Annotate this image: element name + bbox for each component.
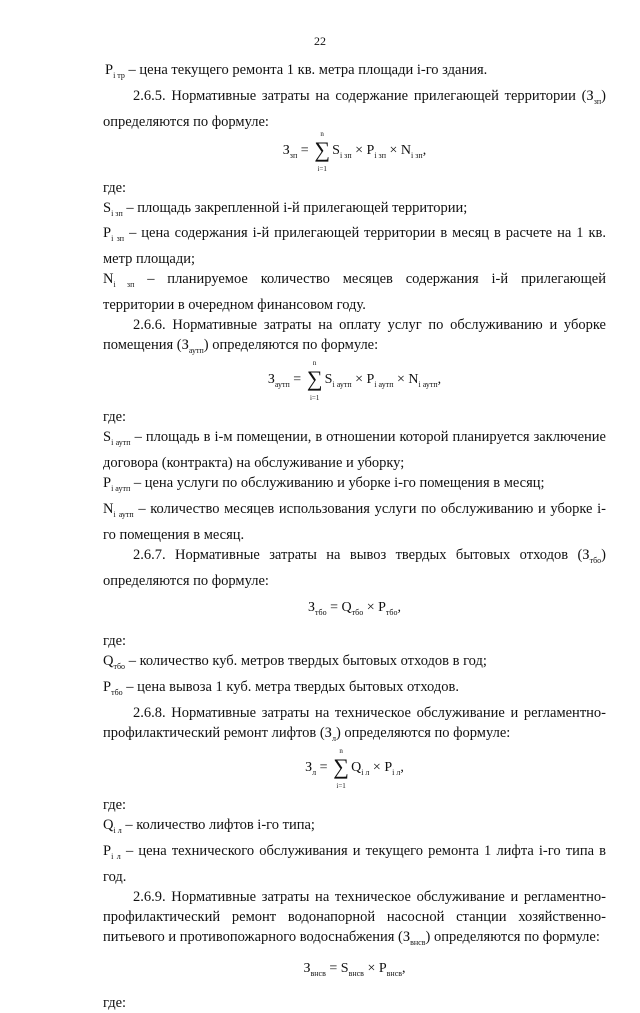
definition-p-iautp: $P_{i аутп}$ – цена услуги по обслуживанию и уборке i-го помещения в месяц; — [103, 474, 545, 493]
formula-2-6-7: $З_{тбо} = Q_{тбо} \times P_{тбо}$, — [308, 599, 401, 617]
page-number: 22 — [314, 34, 326, 48]
where-label: где: — [103, 995, 127, 1012]
definition-s-izp: $S_{i зп}$ – площадь закрепленной i-й прилегающей территории; — [103, 199, 468, 218]
formula-2-6-6: $З_{аутп}$ = n ∑ i=1 $S_{i аутп} \times P_{i аутп} \times N_{i аутп}$, — [267, 359, 442, 403]
section-2-6-5-intro: 2.6.5. Нормативные затраты на содержание прилегающей территории $(З_{зп})$ определяются по формуле: — [103, 87, 606, 130]
definition-p-izp: $P_{i зп}$ – цена содержания i-й прилегающей территории в месяц в расчете на 1 кв. метр площади; — [103, 225, 606, 268]
definition-p-tbo: $P_{тбо}$ – цена вывоза 1 куб. метра твердых бытовых отходов. — [103, 679, 459, 698]
sum-sign: n ∑ i=1 — [333, 746, 349, 790]
where-label: где: — [103, 633, 127, 650]
formula-2-6-9: $З_{внсв} = S_{внсв} \times P_{внсв}$, — [303, 961, 406, 979]
section-2-6-9-intro: 2.6.9. Нормативные затраты на техническое обслуживание и регламентно-профилактический ремонт водонапорной насосной станции хозяйственно-питьевого и противопожарного водоснабжения $(З_{внсв})$ определяются по формуле: — [103, 888, 606, 947]
definition-s-iautp: $S_{i аутп}$ – площадь в i-м помещении, в отношении которой планируется заключение договора (контракта) на обслуживание и уборку; — [103, 428, 606, 471]
formula-2-6-8: $З_л$ = n ∑ i=1 $Q_{i л} \times P_{i л}$, — [305, 746, 404, 790]
definition-q-tbo: $Q_{тбо}$ – количество куб. метров твердых бытовых отходов в год; — [103, 653, 487, 672]
section-2-6-6-intro: 2.6.6. Нормативные затраты на оплату услуг по обслуживанию и уборке помещения $(З_{аутп})$ определяются по формуле: — [103, 317, 606, 356]
definition-n-iautp: $N_{i аутп}$ – количество месяцев использования услуги по обслуживанию и уборке i-го помещения в месяц. — [103, 500, 606, 543]
definition-n-izp: $N_{i зп}$ – планируемое количество месяцев содержания i-й прилегающей территории в очередном финансовом году. — [103, 271, 606, 314]
sum-sign: n ∑ i=1 — [306, 359, 323, 403]
section-2-6-7-intro: 2.6.7. Нормативные затраты на вывоз твердых бытовых отходов $(З_{тбо})$ определяются по формуле: — [103, 546, 606, 589]
definition-q-il: $Q_{i л}$ – количество лифтов i-го типа; — [103, 816, 315, 835]
definition-p-itr: $P_{i тр}$ – цена текущего ремонта 1 кв. метра площади i-го здания. — [105, 62, 488, 80]
where-label: где: — [103, 796, 127, 813]
where-label: где: — [103, 408, 127, 425]
where-label: где: — [103, 179, 127, 196]
document-body — [103, 60, 606, 1013]
section-2-6-8-intro: 2.6.8. Нормативные затраты на техническое обслуживание и регламентно-профилактический ремонт лифтов $(З_л)$ определяются по формуле: — [103, 705, 606, 743]
sum-sign: n ∑ i=1 — [314, 129, 330, 173]
definition-p-il: $P_{i л}$ – цена технического обслуживания и текущего ремонта 1 лифта i-го типа в год. — [103, 842, 606, 885]
formula-2-6-5: $З_{зп}$ = n ∑ i=1 $S_{i зп} \times P_{i зп} \times N_{i зп}$, — [282, 129, 427, 173]
